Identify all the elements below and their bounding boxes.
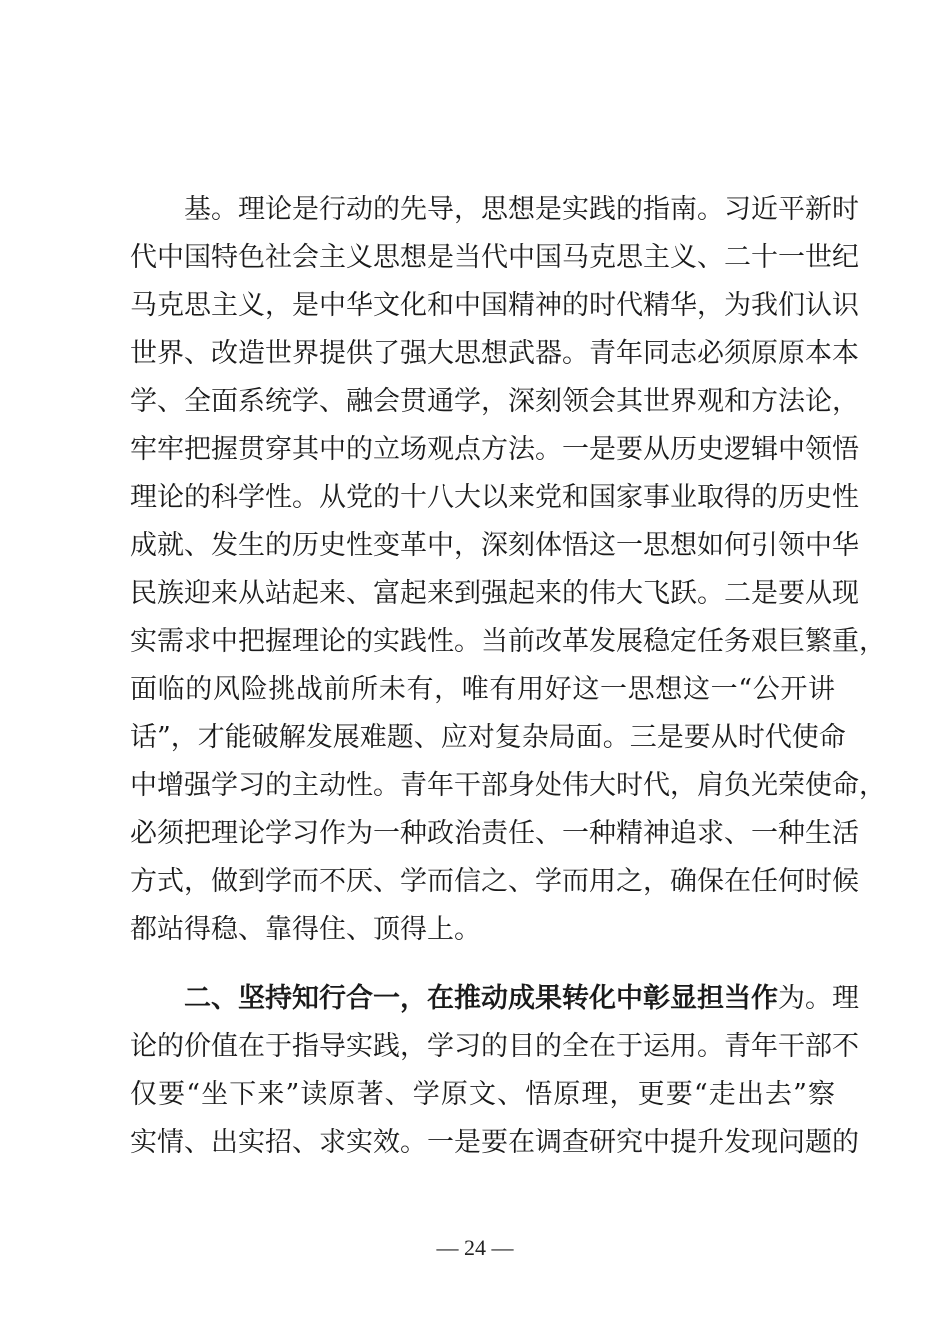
body-line-8: 成就、发生的历史性变革中，深刻体悟这一思想如何引领中华 [130, 530, 859, 561]
section-heading: 二、坚持知行合一，在推动成果转化中彰显担当作 [184, 983, 778, 1014]
body-line-13: 中增强学习的主动性。青年干部身处伟大时代，肩负光荣使命， [130, 770, 886, 801]
body-line-1: 基。理论是行动的先导，思想是实践的指南。习近平新时 [184, 194, 859, 225]
body-line-9: 民族迎来从站起来、富起来到强起来的伟大飞跃。二是要从现 [130, 578, 859, 609]
body-line-4: 世界、改造世界提供了强大思想武器。青年同志必须原原本本 [130, 338, 859, 369]
body-line-14: 必须把理论学习作为一种政治责任、一种精神追求、一种生活 [130, 818, 859, 849]
body-line-12: 话”，才能破解发展难题、应对复杂局面。三是要从时代使命 [130, 722, 846, 753]
body-line-10: 实需求中把握理论的实践性。当前改革发展稳定任务艰巨繁重， [130, 626, 886, 657]
body-line-3: 马克思主义，是中华文化和中国精神的时代精华，为我们认识 [130, 290, 859, 321]
body-line-15: 方式，做到学而不厌、学而信之、学而用之，确保在任何时候 [130, 866, 859, 897]
body-line-5: 学、全面系统学、融会贯通学，深刻领会其世界观和方法论， [130, 386, 859, 417]
body-line-17: 论的价值在于指导实践，学习的目的全在于运用。青年干部不 [130, 1031, 859, 1062]
section-heading-line [184, 979, 859, 1019]
body-line-2: 代中国特色社会主义思想是当代中国马克思主义、二十一世纪 [130, 242, 859, 273]
body-line-19: 实情、出实招、求实效。一是要在调查研究中提升发现问题的 [130, 1127, 859, 1158]
body-line-18: 仅要“坐下来”读原著、学原文、悟原理，更要“走出去”察 [130, 1079, 835, 1110]
body-line-6: 牢牢把握贯穿其中的立场观点方法。一是要从历史逻辑中领悟 [130, 434, 859, 465]
body-line-7: 理论的科学性。从党的十八大以来党和国家事业取得的历史性 [130, 482, 859, 513]
body-line-11: 面临的风险挑战前所未有，唯有用好这一思想这一“公开讲 [130, 674, 835, 705]
page-number: — 24 — [436, 1235, 514, 1260]
heading-continuation: 为。理 [778, 983, 859, 1014]
body-line-16: 都站得稳、靠得住、顶得上。 [130, 914, 481, 945]
